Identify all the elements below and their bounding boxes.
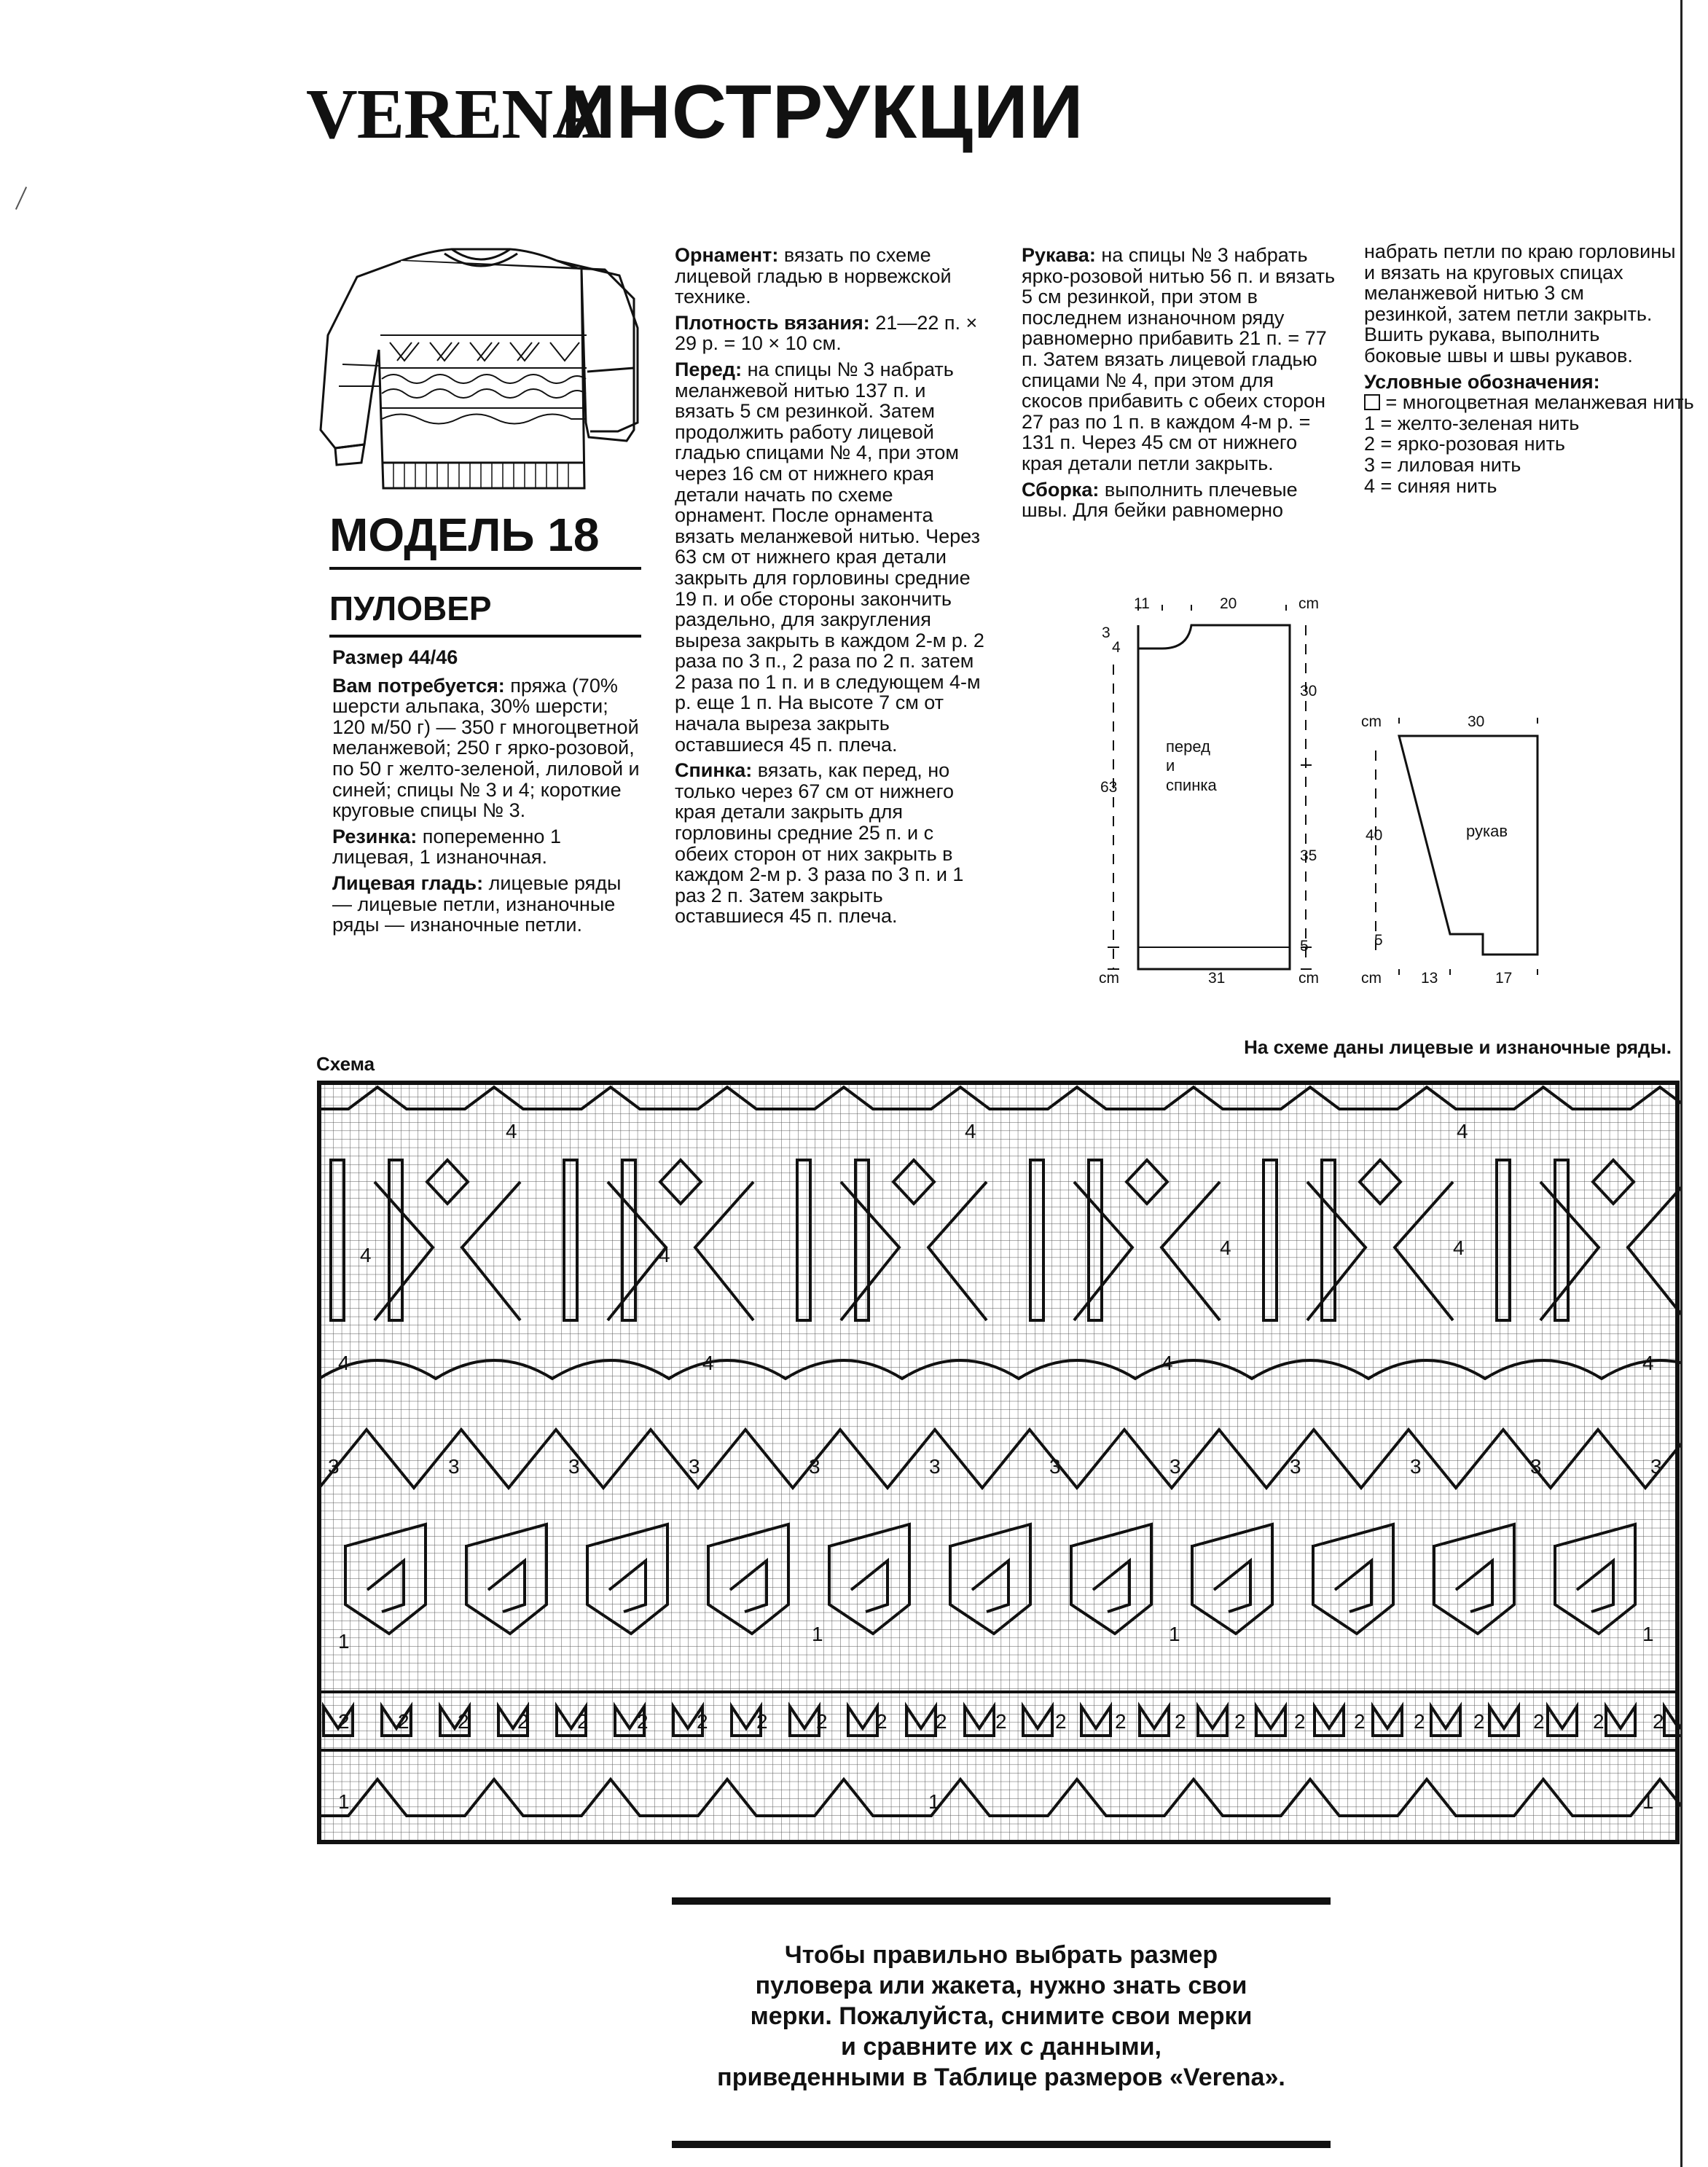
chart-color-number: 3 (1290, 1455, 1301, 1478)
dim-lower: 35 (1300, 847, 1317, 864)
chart-color-number: 1 (1169, 1623, 1180, 1645)
instructions-column-2 (675, 245, 988, 932)
ornament-paragraph (675, 245, 988, 307)
chart-color-number: 2 (1294, 1710, 1306, 1733)
legend-symbol: 3 (1364, 453, 1376, 476)
ornament-label: Орнамент: (675, 244, 779, 266)
chart-color-number: 2 (697, 1710, 708, 1733)
back-text: вязать, как перед, но только через 67 см от нижнего края детали закрыть для горловины средние 25 п. и с обеих сторон от них закрыть в каждом 2-м р. 3 раза по 3 п. и 1 раз 2 п. Затем закрыть оставшиеся 45 п. плеча. (675, 759, 964, 928)
closing-note (672, 1940, 1331, 2093)
size-line: Размер 44/46 (332, 646, 458, 668)
back-label: Спинка: (675, 759, 753, 782)
chart-color-number: 3 (689, 1455, 700, 1478)
legend-text: = лиловая нить (1380, 453, 1521, 476)
closing-line: и сравните их с данными, (841, 2033, 1161, 2061)
dim-neck: 20 (1220, 595, 1237, 612)
chart-color-number: 2 (1175, 1710, 1186, 1733)
ornament-text: вязать по схеме лицевой гладью в норвежской технике. (675, 244, 952, 308)
rib-text: попеременно 1 лицевая, 1 изнаночная. (332, 825, 561, 869)
sleeve-dim-rib: 5 (1374, 932, 1383, 949)
dim-unit-bottom-right: cm (1298, 970, 1319, 987)
model-heading: МОДЕЛЬ 18 (329, 509, 600, 561)
sleeve-dim-cuff: 17 (1495, 970, 1513, 987)
chart-color-number: 3 (328, 1455, 340, 1478)
chart-color-number: 2 (398, 1710, 410, 1733)
sleeve-dim-unit-top: cm (1361, 713, 1382, 730)
chart-color-number: 2 (1354, 1710, 1366, 1733)
chart-color-number: 2 (876, 1710, 888, 1733)
closing-line: мерки. Пожалуйста, снимите свои мерки (750, 2002, 1253, 2030)
chart-color-number: 2 (517, 1710, 529, 1733)
chart-color-number: 3 (448, 1455, 460, 1478)
legend-symbol: 1 (1364, 412, 1376, 434)
chart-color-number: 2 (1234, 1710, 1246, 1733)
closing-bottom-rule (672, 2141, 1331, 2148)
legend-heading: Условные обозначения: (1364, 370, 1600, 393)
garment-heading: ПУЛОВЕР (329, 589, 492, 627)
chart-color-number: 2 (1115, 1710, 1127, 1733)
chart-color-number: 2 (1055, 1710, 1067, 1733)
label-and: и (1166, 756, 1175, 775)
chart-color-number: 3 (568, 1455, 580, 1478)
legend-item (1364, 434, 1677, 455)
sleeve-pattern-diagram (1355, 700, 1559, 976)
assembly-paragraph (1022, 479, 1339, 521)
chart-color-number: 2 (637, 1710, 649, 1733)
instructions-column-3 (1022, 245, 1339, 526)
chart-color-number: 2 (1473, 1710, 1485, 1733)
gauge-label: Плотность вязания: (675, 311, 870, 334)
assembly-label: Сборка: (1022, 478, 1100, 501)
sleeves-label: Рукава: (1022, 244, 1096, 266)
chart-color-number: 2 (1533, 1710, 1545, 1733)
sleeve-dim-cuff-left: 13 (1421, 970, 1438, 987)
chart-color-number: 3 (929, 1455, 941, 1478)
chart-color-number: 4 (1457, 1120, 1468, 1143)
gauge-text: 21—22 п. × 29 р. = 10 × 10 см. (675, 311, 978, 355)
instructions-column-4 (1364, 240, 1694, 497)
chart-color-number: 4 (1642, 1352, 1654, 1374)
sleeve-dim-top: 30 (1468, 713, 1485, 730)
front-text: на спицы № 3 набрать меланжевой нитью 137 п. и вязать 5 см резинкой. Затем продолжить работу лицевой гладью спицами № 4, при этом через 16 см от нижнего края детали начать по схеме орнамент. После орнамента вязать меланжевой нитью. Через 63 см от нижнего края детали закрыть для горловины средние 19 п. и обе стороны закончить раздельно, для закругления выреза закрыть в каждом 2-м р. 2 раза по 3 п., 2 раза по 2 п. затем 2 раза по 1 п. и в следующем 4-м р. еще 1 п. На высоте 7 см от начала выреза закрыть оставшиеся 45 п. плеча. (675, 358, 984, 756)
front-paragraph (675, 359, 988, 755)
legend-symbol: 4 (1364, 474, 1376, 497)
chart-color-number: 2 (936, 1710, 947, 1733)
chart-color-number: 3 (809, 1455, 820, 1478)
legend-text: = ярко-розовая нить (1380, 433, 1566, 455)
continuation-paragraph: набрать петли по краю горловины и вязать на круговых спицах меланжевой нитью 3 см резинкой, затем петли закрыть. Вшить рукава, выполнить боковые швы и швы рукавов. (1364, 240, 1676, 367)
dim-neck-depth-b: 4 (1112, 639, 1121, 656)
stocking-text: лицевые ряды — лицевые петли, изнаночные ряды — изнаночные петли. (332, 871, 622, 936)
chart-color-number: 2 (458, 1710, 469, 1733)
closing-line: пуловера или жакета, нужно знать свои (755, 1972, 1247, 1999)
label-front: перед (1166, 737, 1210, 756)
materials-paragraph (332, 675, 643, 821)
chart-color-number: 1 (1642, 1790, 1654, 1813)
sleeve-dim-unit-bottom: cm (1361, 970, 1382, 987)
dim-neck-side: 11 (1134, 595, 1150, 612)
chart-color-number: 1 (1642, 1623, 1654, 1645)
chart-color-number: 3 (1530, 1455, 1542, 1478)
chart-color-number: 1 (812, 1623, 823, 1645)
front-back-label (1166, 737, 1217, 795)
heading-rule (329, 567, 641, 570)
rib-label: Резинка: (332, 825, 418, 847)
legend-item (1364, 455, 1677, 476)
sleeve-label: рукав (1466, 822, 1508, 840)
page-title: ИНСТРУКЦИИ (561, 70, 1084, 154)
instructions-column-1 (332, 647, 643, 941)
chart-color-number: 2 (995, 1710, 1007, 1733)
legend-item (1364, 391, 1694, 414)
dim-unit: cm (1298, 595, 1319, 612)
stocking-label: Лицевая гладь: (332, 871, 484, 894)
page-edge-line (1680, 0, 1682, 2167)
legend-item (1364, 476, 1677, 497)
scheme-note: На схеме даны лицевые и изнаночные ряды. (1244, 1036, 1672, 1058)
chart-color-number: 2 (338, 1710, 350, 1733)
chart-color-number: 2 (1414, 1710, 1425, 1733)
stocking-paragraph (332, 873, 643, 936)
chart-color-number: 1 (928, 1790, 940, 1813)
chart-color-number: 2 (1653, 1710, 1664, 1733)
closing-line: приведенными в Таблице размеров «Verena». (717, 2064, 1285, 2091)
legend-item (1364, 413, 1677, 434)
sleeves-paragraph (1022, 245, 1339, 474)
chart-color-number: 4 (1220, 1237, 1231, 1259)
chart-color-number: 3 (1049, 1455, 1061, 1478)
chart-color-number: 2 (756, 1710, 768, 1733)
dim-neck-depth-a: 3 (1102, 624, 1110, 641)
front-label: Перед: (675, 358, 743, 380)
sleeves-text: на спицы № 3 набрать ярко-розовой нитью 56 п. и вязать 5 см резинкой, при этом в последнем изнаночном ряду равномерно прибавить 21 п. = 77 п. Затем вязать лицевой гладью спицами № 4, при этом для скосов прибавить с обеих сторон 27 раз по 1 п. в каждом 4-м р. = 131 п. Через 45 см от нижнего края детали петли закрыть. (1022, 244, 1336, 474)
label-back: спинка (1166, 775, 1217, 794)
chart-color-number: 3 (1410, 1455, 1422, 1478)
scheme-label: Схема (316, 1053, 375, 1075)
brand-logo: VERENA (306, 75, 603, 154)
sleeve-dim-length: 40 (1366, 827, 1383, 844)
dim-unit-bottom-left: cm (1099, 970, 1119, 987)
chart-color-number: 1 (338, 1630, 350, 1653)
chart-color-number: 1 (338, 1790, 350, 1813)
chart-color-number: 2 (1593, 1710, 1605, 1733)
chart-color-number: 3 (1650, 1455, 1662, 1478)
legend-symbol: 2 (1364, 433, 1376, 455)
chart-color-number: 4 (659, 1244, 670, 1266)
dim-total: 63 (1100, 779, 1118, 796)
sweater-illustration (313, 240, 641, 517)
legend-text: = многоцветная меланжевая нить (1385, 391, 1694, 414)
knitting-chart (316, 1080, 1680, 1845)
dim-upper: 30 (1300, 683, 1317, 700)
chart-color-number: 4 (1453, 1237, 1465, 1259)
back-paragraph (675, 760, 988, 927)
chart-color-number: 4 (506, 1120, 517, 1143)
square-icon (1364, 394, 1380, 410)
assembly-text: выполнить плечевые швы. Для бейки равномерно (1022, 478, 1298, 522)
materials-label: Вам потребуется: (332, 674, 505, 697)
scan-mark (15, 187, 27, 210)
closing-line: Чтобы правильно выбрать размер (784, 1941, 1218, 1969)
chart-color-number: 4 (1161, 1352, 1173, 1374)
chart-color-number: 4 (965, 1120, 976, 1143)
rib-paragraph (332, 826, 643, 868)
chart-color-number: 2 (816, 1710, 828, 1733)
garment-rule (329, 635, 641, 638)
legend-text: = желто-зеленая нить (1380, 412, 1580, 434)
chart-color-number: 3 (1170, 1455, 1181, 1478)
materials-text: пряжа (70% шерсти альпака, 30% шерсти; 120 м/50 г) — 350 г многоцветной меланжевой; 250 г ярко-розовой, по 50 г желто-зеленой, лиловой и синей; спицы № 3 и 4; короткие круговые спицы № 3. (332, 674, 640, 822)
closing-top-rule (672, 1897, 1331, 1905)
dim-rib: 5 (1300, 938, 1309, 955)
chart-color-number: 4 (338, 1352, 350, 1374)
gauge-paragraph (675, 313, 988, 354)
dim-width: 31 (1208, 970, 1226, 987)
chart-color-number: 4 (702, 1352, 714, 1374)
chart-color-number: 2 (577, 1710, 589, 1733)
legend-text: = синяя нить (1380, 474, 1497, 497)
chart-color-number: 4 (360, 1244, 372, 1266)
